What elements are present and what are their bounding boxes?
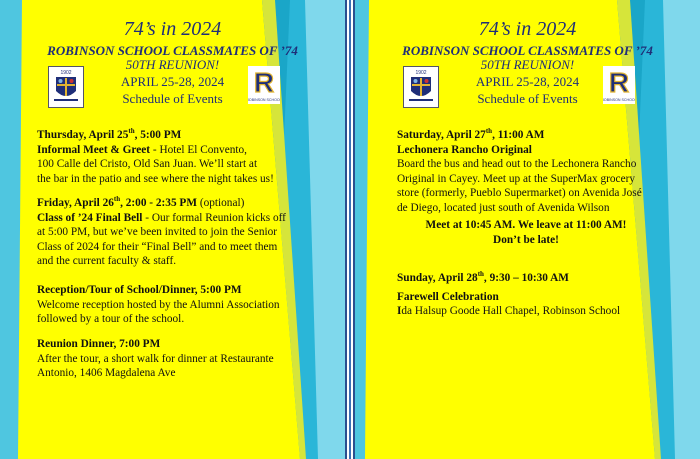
left-flyer-page: [0, 0, 345, 459]
r-logo-letter: R: [608, 67, 630, 98]
schedule-heading: Schedule of Events: [122, 91, 223, 106]
reunion-dates: APRIL 25-28, 2024: [120, 74, 225, 89]
school-crest-icon: [403, 66, 439, 108]
seal-year: 1902: [60, 70, 72, 76]
event-name: Lechonera Rancho Original: [397, 143, 532, 156]
flyer-subtitle: ROBINSON SCHOOL CLASSMATES OF ’74: [47, 43, 298, 58]
robinson-r-logo: [248, 66, 280, 104]
flyer-title: 74’s in 2024: [478, 18, 577, 40]
reunion-heading: 50TH REUNION!: [125, 57, 220, 72]
departure-note: Meet at 10:45 AM. We leave at 11:00 AM! Don’t be late!: [425, 219, 627, 246]
event-thursday: Thursday, April 25th, 5:00 PM Informal Meet & Greet - Hotel El Convento, 100 Calle del Cristo, Old San Juan. We’ll start at the bar in the patio and see where the night takes us!: [37, 127, 274, 185]
r-logo-letter: R: [253, 67, 275, 98]
event-name: Farewell Celebration: [397, 290, 499, 303]
event-name: Informal Meet & Greet: [37, 143, 151, 156]
flyer-subtitle: ROBINSON SCHOOL CLASSMATES OF ’74: [402, 43, 653, 58]
event-dinner: Reunion Dinner, 7:00 PM After the tour, a short walk for dinner at Restaurante Antonio, 1406 Magdalena Ave: [37, 338, 274, 380]
event-saturday: Saturday, April 27th, 11:00 AM Lechonera Rancho Original Board the bus and head out to the Lechonera Rancho Original in Cayey. Meet up at the SuperMax grocery store (formerly, Pueblo Supermarket) on Avenida José de Diego, located just south of Avenida Wilson: [397, 127, 642, 214]
seal-year: 1902: [415, 70, 427, 76]
event-name: Class of ’24 Final Bell: [37, 211, 143, 224]
event-reception: Reception/Tour of School/Dinner, 5:00 PM Welcome reception hosted by the Alumni Association followed by a tour of the school.: [37, 284, 280, 326]
page-divider: [345, 0, 355, 459]
schedule-heading: Schedule of Events: [477, 91, 578, 106]
r-logo-text: ROBINSON SCHOOL: [248, 98, 280, 102]
robinson-r-logo: [603, 66, 635, 104]
event-sunday: Sunday, April 28th, 9:30 – 10:30 AM Farewell Celebration Ida Halsup Goode Hall Chapel, Robinson School: [397, 270, 621, 318]
right-flyer-page: [355, 0, 700, 459]
flyer-title: 74’s in 2024: [123, 18, 222, 40]
school-crest-icon: [48, 66, 84, 108]
event-friday: Friday, April 26th, 2:00 - 2:35 PM (optional) Class of ’24 Final Bell - Our formal Reunion kicks off at 5:00 PM, but we’ve been invited to join the Senior Class of 2024 for their “Final Bell” and to meet them and the current faculty & staff.: [37, 195, 286, 268]
reunion-dates: APRIL 25-28, 2024: [475, 74, 580, 89]
reunion-heading: 50TH REUNION!: [480, 57, 575, 72]
r-logo-text: ROBINSON SCHOOL: [603, 98, 635, 102]
